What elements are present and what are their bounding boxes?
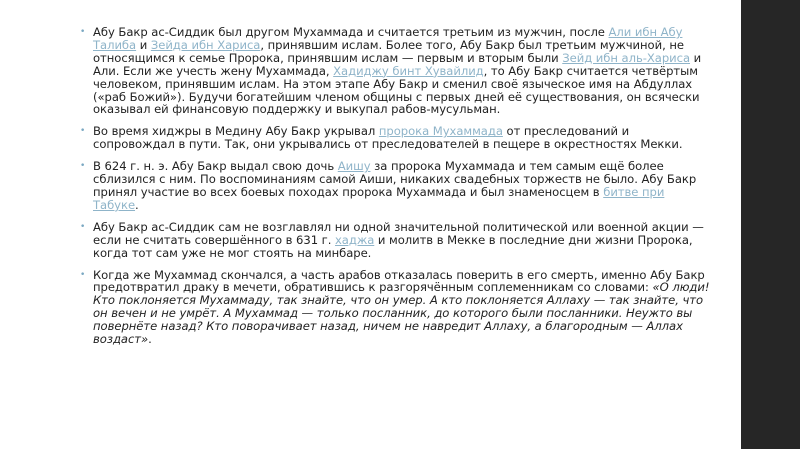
link-battle-of-tabuk[interactable]: битве при Табуке [93,184,665,212]
link-prophet-muhammad[interactable]: пророка Мухаммада [378,124,503,139]
quote-text: «О люди! Кто поклоняется Мухаммаду, так знайте, что он умер. А кто поклоняется Аллаху — так знайте, что он вечен и не умрёт. А Мухаммад — только посланник, до которого были посланники. Неужто вы повернёте назад? Кто поворачивает назад, ничем не навредит Аллаху, а благородным — Аллах воздаст» [93,280,710,347]
item-text: , принявшим ислам. Более того, Абу Бакр был третьим мужчиной, не относящимся к семье Пророка, принявшим ислам — первым и вторым были [93,37,684,65]
bullet-icon: • [80,269,86,280]
link-zeid[interactable]: Зейда ибн Хариса [150,37,261,52]
list-item [80,221,710,260]
link-aisha[interactable]: Аишу [337,159,371,174]
item-text: Абу Бакр ас-Сиддик сам не возглавлял ни одной значительной политической или военной акции — если не считать совершённого в 631 г. [93,219,704,247]
list-item [80,26,710,116]
item-text: . [148,332,152,347]
link-khadija[interactable]: Хадиджу бинт Хувайлид [333,63,484,78]
item-text: за пророка Мухаммада и тем самым ещё более сблизился с ним. По воспоминаниям самой Аиши, никаких свадебных торжеств не было. Абу Бакр принял участие во всех боевых походах пророка Мухаммада и был знаменосцем в [93,159,697,199]
list-item [80,160,710,212]
link-hajj[interactable]: хаджа [334,232,375,247]
item-text: и Али. Если же учесть жену Мухаммада, [93,50,702,78]
bullet-icon: • [80,221,86,232]
item-text: и [136,37,151,52]
item-text: , то Абу Бакр считается четвёртым человеком, принявшим ислам. На этом этапе Абу Бакр и сменил своё языческое имя на Абдуллах («раб Божий»). Будучи богатейшим членом общины с первых дней её существования, он всячески оказывал ей финансовую поддержку и выкупал рабов-мусульман. [93,63,700,117]
item-text: Когда же Мухаммад скончался, а часть арабов отказалась поверить в его смерть, именно Абу Бакр предотвратил драку в мечети, обратившись к разгорячённым соплеменникам со словами: [93,267,705,295]
item-text: и молитв в Мекке в последние дни жизни Пророка, когда тот сам уже не мог стоять на минбаре. [93,232,693,260]
bullet-icon: • [80,161,86,172]
link-ali[interactable]: Али ибн Абу Талиба [93,25,683,52]
list-item [80,125,710,151]
link-zeid-ibn-al-harisa[interactable]: Зейд ибн аль-Хариса [562,50,691,65]
right-sidebar-panel [741,0,800,449]
bullet-list [80,26,710,355]
item-text: В 624 г. н. э. Абу Бакр выдал свою дочь [93,159,338,174]
bullet-icon: • [80,126,86,137]
item-text: Во время хиджры в Медину Абу Бакр укрывал [93,124,379,139]
list-item [80,269,710,346]
item-text: . [135,197,139,212]
bullet-icon: • [80,27,86,37]
item-text: от преследований и сопровождал в пути. Так, они укрывались от преследователей в пещере в окрестностях Мекки. [93,124,683,152]
item-text: Абу Бакр ас-Сиддик был другом Мухаммада и считается третьим из мужчин, после [93,25,609,39]
